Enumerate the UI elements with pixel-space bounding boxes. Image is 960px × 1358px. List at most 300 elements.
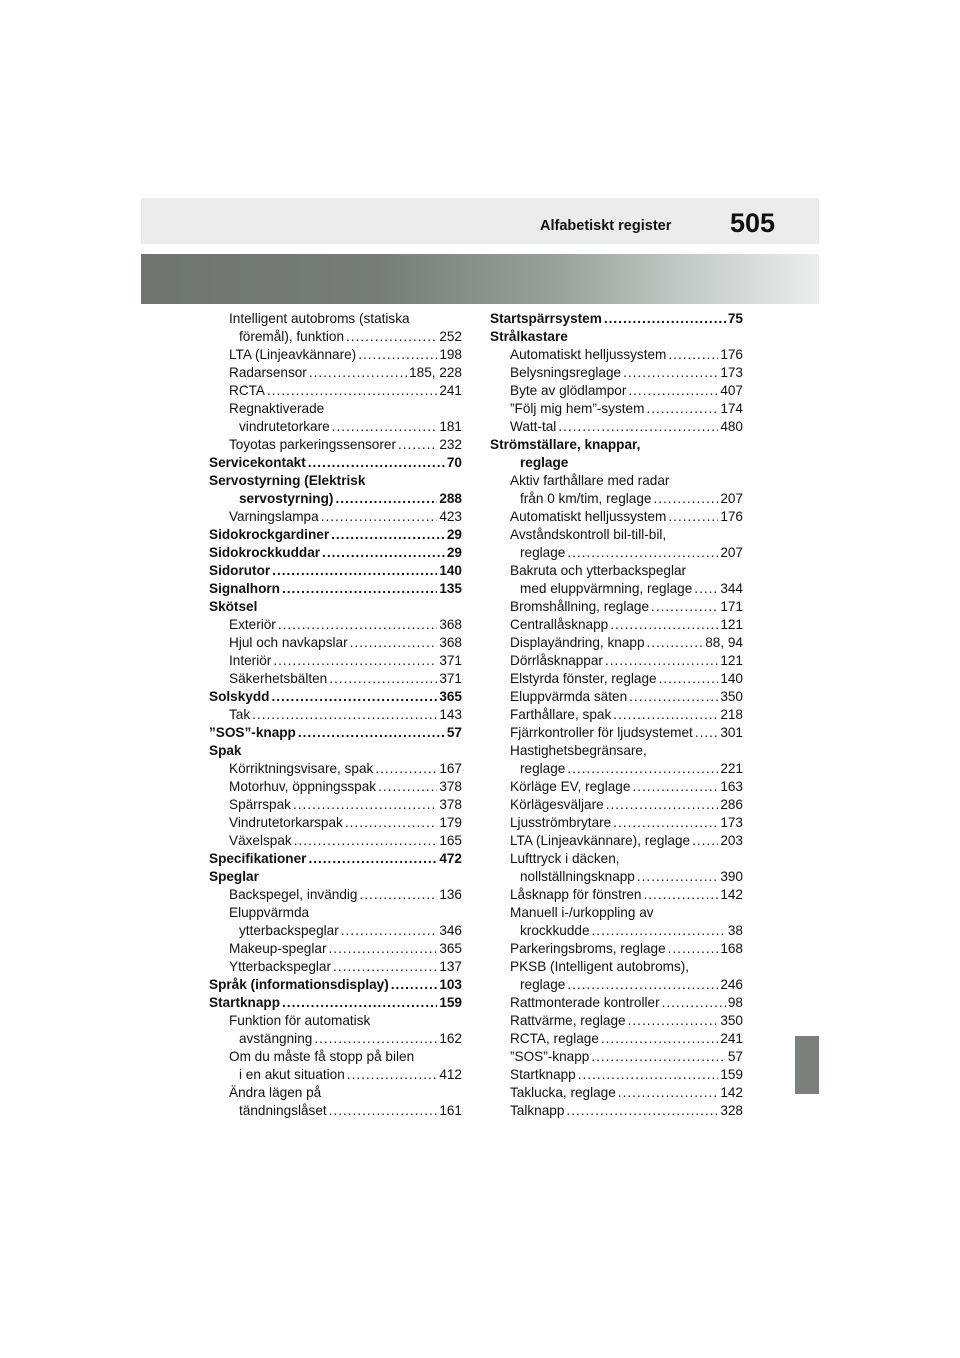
index-entry <box>490 508 743 526</box>
index-term: Funktion för automatisk <box>229 1013 371 1028</box>
index-entry <box>490 328 743 346</box>
index-entry <box>209 652 462 670</box>
dot-leader <box>252 706 437 724</box>
index-entry <box>490 634 743 652</box>
index-term: i en akut situation <box>239 1067 345 1082</box>
dot-leader <box>293 796 437 814</box>
index-page-ref: 142 <box>720 887 743 902</box>
index-term: reglage <box>520 545 566 560</box>
index-term: Körriktningsvisare, spak <box>229 761 374 776</box>
index-page-ref: 173 <box>720 365 743 380</box>
index-entry <box>209 958 462 976</box>
index-term: från 0 km/tim, reglage <box>520 491 652 506</box>
index-term: Byte av glödlampor <box>510 383 627 398</box>
decorative-gradient-band <box>141 254 819 304</box>
index-term: Automatiskt helljussystem <box>510 347 667 362</box>
dot-leader <box>378 778 437 796</box>
index-term: Centrallåsknapp <box>510 617 609 632</box>
index-entry <box>209 904 462 922</box>
index-page-ref: 176 <box>720 509 743 524</box>
index-term: Om du måste få stopp på bilen <box>229 1049 415 1064</box>
index-term: ”Följ mig hem”-system <box>510 401 645 416</box>
index-term: Rattvärme, reglage <box>510 1013 626 1028</box>
index-term: reglage <box>520 761 566 776</box>
index-page-ref: 136 <box>439 887 462 902</box>
index-term: ”SOS”-knapp <box>209 725 296 740</box>
index-term: Hjul och navkapslar <box>229 635 348 650</box>
index-term: Hastighetsbegränsare, <box>510 743 647 758</box>
index-page-ref: 371 <box>439 671 462 686</box>
index-page-ref: 350 <box>720 1013 743 1028</box>
dot-leader <box>558 418 718 436</box>
index-page-ref: 29 <box>446 527 462 542</box>
index-term: tändningslåset <box>239 1103 327 1118</box>
index-page-ref: 121 <box>720 617 743 632</box>
index-entry <box>490 1102 743 1120</box>
index-page-ref: 365 <box>439 689 462 704</box>
index-term: Servostyrning (Elektrisk <box>209 473 366 488</box>
index-page-ref: 176 <box>720 347 743 362</box>
index-entry <box>490 580 743 598</box>
dot-leader <box>606 796 719 814</box>
dot-leader <box>294 832 438 850</box>
dot-leader <box>358 346 437 364</box>
index-column-right <box>490 310 743 1120</box>
index-entry <box>209 1102 462 1120</box>
index-entry <box>490 724 743 742</box>
dot-leader <box>651 598 718 616</box>
index-entry <box>209 544 462 562</box>
index-entry <box>490 1066 743 1084</box>
index-entry <box>209 760 462 778</box>
index-entry <box>209 490 462 508</box>
index-entry <box>209 400 462 418</box>
dot-leader <box>695 724 719 742</box>
dot-leader <box>567 760 718 778</box>
index-entry <box>490 616 743 634</box>
index-term: Säkerhetsbälten <box>229 671 328 686</box>
index-entry <box>209 1030 462 1048</box>
dot-leader <box>566 1102 718 1120</box>
index-term: Eluppvärmda <box>229 905 310 920</box>
index-entry <box>209 436 462 454</box>
dot-leader <box>692 832 718 850</box>
index-term: Körlägesväljare <box>510 797 604 812</box>
index-page-ref: 103 <box>439 977 462 992</box>
index-entry <box>490 958 743 976</box>
index-term: Dörrlåsknappar <box>510 653 603 668</box>
index-term: RCTA, reglage <box>510 1031 599 1046</box>
index-page-ref: 143 <box>439 707 462 722</box>
index-page-ref: 181 <box>439 419 462 434</box>
index-page-ref: 423 <box>439 509 462 524</box>
index-entry <box>490 994 743 1012</box>
dot-leader <box>308 454 445 472</box>
dot-leader <box>604 310 726 328</box>
index-entry <box>490 418 743 436</box>
index-term: föremål), funktion <box>239 329 345 344</box>
index-page-ref: 221 <box>720 761 743 776</box>
index-term: Fjärrkontroller för ljudsystemet <box>510 725 693 740</box>
dot-leader <box>610 616 718 634</box>
index-entry <box>490 670 743 688</box>
dot-leader <box>333 958 437 976</box>
index-page-ref: 70 <box>446 455 462 470</box>
index-page-ref: 121 <box>720 653 743 668</box>
dot-leader <box>628 1012 719 1030</box>
dot-leader <box>398 436 437 454</box>
index-page-ref: 198 <box>439 347 462 362</box>
index-entry <box>490 1030 743 1048</box>
index-entry <box>490 886 743 904</box>
dot-leader <box>653 490 718 508</box>
dot-leader <box>322 544 445 562</box>
dot-leader <box>694 580 718 598</box>
dot-leader <box>332 418 438 436</box>
index-entry <box>209 454 462 472</box>
index-page-ref: 142 <box>720 1085 743 1100</box>
index-page-ref: 241 <box>439 383 462 398</box>
index-page-ref: 171 <box>720 599 743 614</box>
index-page-ref: 57 <box>727 1049 743 1064</box>
index-page-ref: 140 <box>720 671 743 686</box>
index-term: Radarsensor <box>229 365 307 380</box>
dot-leader <box>613 706 718 724</box>
index-entry <box>490 490 743 508</box>
index-term: Varningslampa <box>229 509 319 524</box>
index-page-ref: 207 <box>720 491 743 506</box>
index-term: Avståndskontroll bil-till-bil, <box>510 527 667 542</box>
index-entry <box>209 472 462 490</box>
index-page-ref: 163 <box>720 779 743 794</box>
index-term: Bromshållning, reglage <box>510 599 650 614</box>
index-page-ref: 346 <box>439 923 462 938</box>
dot-leader <box>335 490 437 508</box>
index-page-ref: 207 <box>720 545 743 560</box>
index-page-ref: 165 <box>439 833 462 848</box>
index-entry <box>490 976 743 994</box>
dot-leader <box>341 922 438 940</box>
index-entry <box>209 922 462 940</box>
dot-leader <box>328 940 437 958</box>
index-page-ref: 173 <box>720 815 743 830</box>
index-entry <box>490 382 743 400</box>
index-page-ref: 159 <box>720 1067 743 1082</box>
index-term: Språk (informationsdisplay) <box>209 977 389 992</box>
index-entry <box>490 436 743 454</box>
index-entry <box>209 994 462 1012</box>
index-entry <box>209 940 462 958</box>
index-page-ref: 344 <box>720 581 743 596</box>
index-term: Farthållare, spak <box>510 707 612 722</box>
dot-leader <box>646 400 718 418</box>
dot-leader <box>637 868 718 886</box>
index-page-ref: 218 <box>720 707 743 722</box>
index-term: Parkeringsbroms, reglage <box>510 941 666 956</box>
index-page-ref: 140 <box>439 563 462 578</box>
index-page-ref: 29 <box>446 545 462 560</box>
dot-leader <box>350 634 438 652</box>
index-entry <box>209 382 462 400</box>
index-entry <box>490 760 743 778</box>
index-page-ref: 167 <box>439 761 462 776</box>
index-entry <box>209 796 462 814</box>
dot-leader <box>282 994 437 1012</box>
index-term: reglage <box>520 455 569 470</box>
index-term: Interiör <box>229 653 272 668</box>
index-term: Rattmonterade kontroller <box>510 995 660 1010</box>
index-term: ytterbackspeglar <box>239 923 339 938</box>
index-entry <box>209 706 462 724</box>
index-entry <box>490 598 743 616</box>
index-page-ref: 98 <box>727 995 743 1010</box>
index-term: Sidokrockgardiner <box>209 527 330 542</box>
index-term: Aktiv farthållare med radar <box>510 473 670 488</box>
dot-leader <box>668 508 718 526</box>
index-entry <box>209 598 462 616</box>
index-page-ref: 350 <box>720 689 743 704</box>
index-page-ref: 179 <box>439 815 462 830</box>
index-entry <box>209 886 462 904</box>
index-entry <box>209 526 462 544</box>
index-entry <box>209 328 462 346</box>
index-entry <box>490 940 743 958</box>
index-entry <box>209 670 462 688</box>
index-term: Toyotas parkeringssensorer <box>229 437 396 452</box>
index-entry <box>209 418 462 436</box>
dot-leader <box>591 1048 726 1066</box>
index-page-ref: 241 <box>720 1031 743 1046</box>
index-term: Eluppvärmda säten <box>510 689 628 704</box>
index-page-ref: 135 <box>439 581 462 596</box>
index-term: Ändra lägen på <box>229 1085 322 1100</box>
dot-leader <box>578 1066 719 1084</box>
index-term: Manuell i-/urkoppling av <box>510 905 654 920</box>
index-page-ref: 288 <box>439 491 462 506</box>
dot-leader <box>644 886 719 904</box>
index-entry <box>490 868 743 886</box>
index-term: vindrutetorkare <box>239 419 330 434</box>
dot-leader <box>282 580 437 598</box>
index-term: Strömställare, knappar, <box>490 437 641 452</box>
index-term: avstängning <box>239 1031 313 1046</box>
index-entry <box>490 562 743 580</box>
index-page-ref: 88, 94 <box>705 635 743 650</box>
index-term: RCTA <box>229 383 265 398</box>
dot-leader <box>391 976 438 994</box>
index-entry <box>209 346 462 364</box>
index-page-ref: 378 <box>439 779 462 794</box>
index-term: reglage <box>520 977 566 992</box>
index-page-ref: 174 <box>720 401 743 416</box>
index-page-ref: 246 <box>720 977 743 992</box>
dot-leader <box>567 544 718 562</box>
index-entry <box>490 310 743 328</box>
dot-leader <box>308 850 437 868</box>
index-entry <box>490 922 743 940</box>
index-term: Lufttryck i däcken, <box>510 851 620 866</box>
dot-leader <box>267 382 437 400</box>
index-entry <box>209 310 462 328</box>
index-entry <box>490 400 743 418</box>
index-entry <box>490 364 743 382</box>
index-page-ref: 328 <box>720 1103 743 1118</box>
index-term: Sidorutor <box>209 563 271 578</box>
index-term: LTA (Linjeavkännare), reglage <box>510 833 691 848</box>
index-page-ref: 412 <box>439 1067 462 1082</box>
index-term: ”SOS”-knapp <box>510 1049 590 1064</box>
index-term: Ljusströmbrytare <box>510 815 612 830</box>
index-entry <box>490 796 743 814</box>
index-term: krockkudde <box>520 923 590 938</box>
index-term: Elstyrda fönster, reglage <box>510 671 657 686</box>
index-entry <box>209 724 462 742</box>
index-entry <box>490 742 743 760</box>
index-term: Skötsel <box>209 599 258 614</box>
index-term: PKSB (Intelligent autobroms), <box>510 959 690 974</box>
index-term: Startspärrsystem <box>490 311 602 326</box>
index-entry <box>209 742 462 760</box>
index-entry <box>490 706 743 724</box>
index-page-ref: 368 <box>439 617 462 632</box>
dot-leader <box>629 688 718 706</box>
index-page-ref: 480 <box>720 419 743 434</box>
section-thumb-tab <box>795 1036 819 1094</box>
index-term: Växelspak <box>229 833 292 848</box>
index-page-ref: 390 <box>720 869 743 884</box>
index-term: Tak <box>229 707 251 722</box>
index-entry <box>209 976 462 994</box>
index-page-ref: 159 <box>439 995 462 1010</box>
dot-leader <box>309 364 407 382</box>
index-term: Vindrutetorkarspak <box>229 815 343 830</box>
header-band <box>141 198 819 244</box>
dot-leader <box>375 760 437 778</box>
page-number: 505 <box>730 208 776 238</box>
dot-leader <box>613 814 718 832</box>
index-page-ref: 371 <box>439 653 462 668</box>
index-entry <box>209 778 462 796</box>
index-entry <box>209 508 462 526</box>
index-page-ref: 286 <box>720 797 743 812</box>
index-term: Backspegel, invändig <box>229 887 358 902</box>
dot-leader <box>345 814 437 832</box>
index-term: Sidokrockkuddar <box>209 545 321 560</box>
index-term: nollställningsknapp <box>520 869 635 884</box>
index-page-ref: 38 <box>727 923 743 938</box>
index-term: Automatiskt helljussystem <box>510 509 667 524</box>
dot-leader <box>632 778 718 796</box>
dot-leader <box>668 346 718 364</box>
index-entry <box>490 904 743 922</box>
index-term: Startknapp <box>510 1067 576 1082</box>
index-page-ref: 407 <box>720 383 743 398</box>
dot-leader <box>314 1030 437 1048</box>
index-entry <box>490 814 743 832</box>
dot-leader <box>346 328 437 346</box>
index-term: Spärrspak <box>229 797 291 812</box>
index-entry <box>209 562 462 580</box>
dot-leader <box>623 364 718 382</box>
dot-leader <box>592 922 726 940</box>
index-term: Displayändring, knapp <box>510 635 645 650</box>
index-term: servostyrning) <box>239 491 334 506</box>
dot-leader <box>331 526 445 544</box>
dot-leader <box>567 976 718 994</box>
index-term: Talknapp <box>510 1103 565 1118</box>
dot-leader <box>298 724 445 742</box>
index-page-ref: 472 <box>439 851 462 866</box>
dot-leader <box>662 994 726 1012</box>
dot-leader <box>601 1030 718 1048</box>
index-page-ref: 368 <box>439 635 462 650</box>
index-entry <box>209 1048 462 1066</box>
index-entry <box>490 778 743 796</box>
dot-leader <box>273 652 437 670</box>
index-entry <box>209 580 462 598</box>
index-term: Signalhorn <box>209 581 280 596</box>
index-entry <box>209 1066 462 1084</box>
index-entry <box>209 688 462 706</box>
dot-leader <box>628 382 718 400</box>
index-term: Taklucka, reglage <box>510 1085 616 1100</box>
index-entry <box>209 814 462 832</box>
dot-leader <box>329 1102 438 1120</box>
dot-leader <box>347 1066 438 1084</box>
dot-leader <box>605 652 718 670</box>
index-entry <box>490 454 743 472</box>
index-page-ref: 75 <box>727 311 743 326</box>
index-term: Låsknapp för fönstren <box>510 887 642 902</box>
index-term: Bakruta och ytterbackspeglar <box>510 563 687 578</box>
index-term: Intelligent autobroms (statiska <box>229 311 410 326</box>
index-entry <box>490 850 743 868</box>
section-title: Alfabetiskt register <box>540 218 672 234</box>
index-entry <box>209 364 462 382</box>
index-entry <box>490 652 743 670</box>
index-entry <box>490 1048 743 1066</box>
index-term: Belysningsreglage <box>510 365 622 380</box>
index-page-ref: 365 <box>439 941 462 956</box>
index-page-ref: 185, 228 <box>409 365 462 380</box>
index-page-ref: 252 <box>439 329 462 344</box>
index-entry <box>209 1012 462 1030</box>
index-term: Regnaktiverade <box>229 401 325 416</box>
index-entry <box>490 346 743 364</box>
index-term: Watt-tal <box>510 419 557 434</box>
index-term: Specifikationer <box>209 851 307 866</box>
index-term: Speglar <box>209 869 259 884</box>
index-term: Exteriör <box>229 617 276 632</box>
index-column-left <box>209 310 462 1120</box>
index-entry <box>209 868 462 886</box>
index-entry <box>490 832 743 850</box>
index-term: Körläge EV, reglage <box>510 779 631 794</box>
index-entry <box>490 526 743 544</box>
index-page-ref: 137 <box>439 959 462 974</box>
index-term: Makeup-speglar <box>229 941 327 956</box>
index-term: Spak <box>209 743 242 758</box>
index-term: Startknapp <box>209 995 281 1010</box>
index-entry <box>209 634 462 652</box>
dot-leader <box>329 670 437 688</box>
index-term: Strålkastare <box>490 329 568 344</box>
index-entry <box>490 472 743 490</box>
dot-leader <box>272 562 437 580</box>
index-term: Ytterbackspeglar <box>229 959 332 974</box>
index-entry <box>209 616 462 634</box>
index-page-ref: 162 <box>439 1031 462 1046</box>
